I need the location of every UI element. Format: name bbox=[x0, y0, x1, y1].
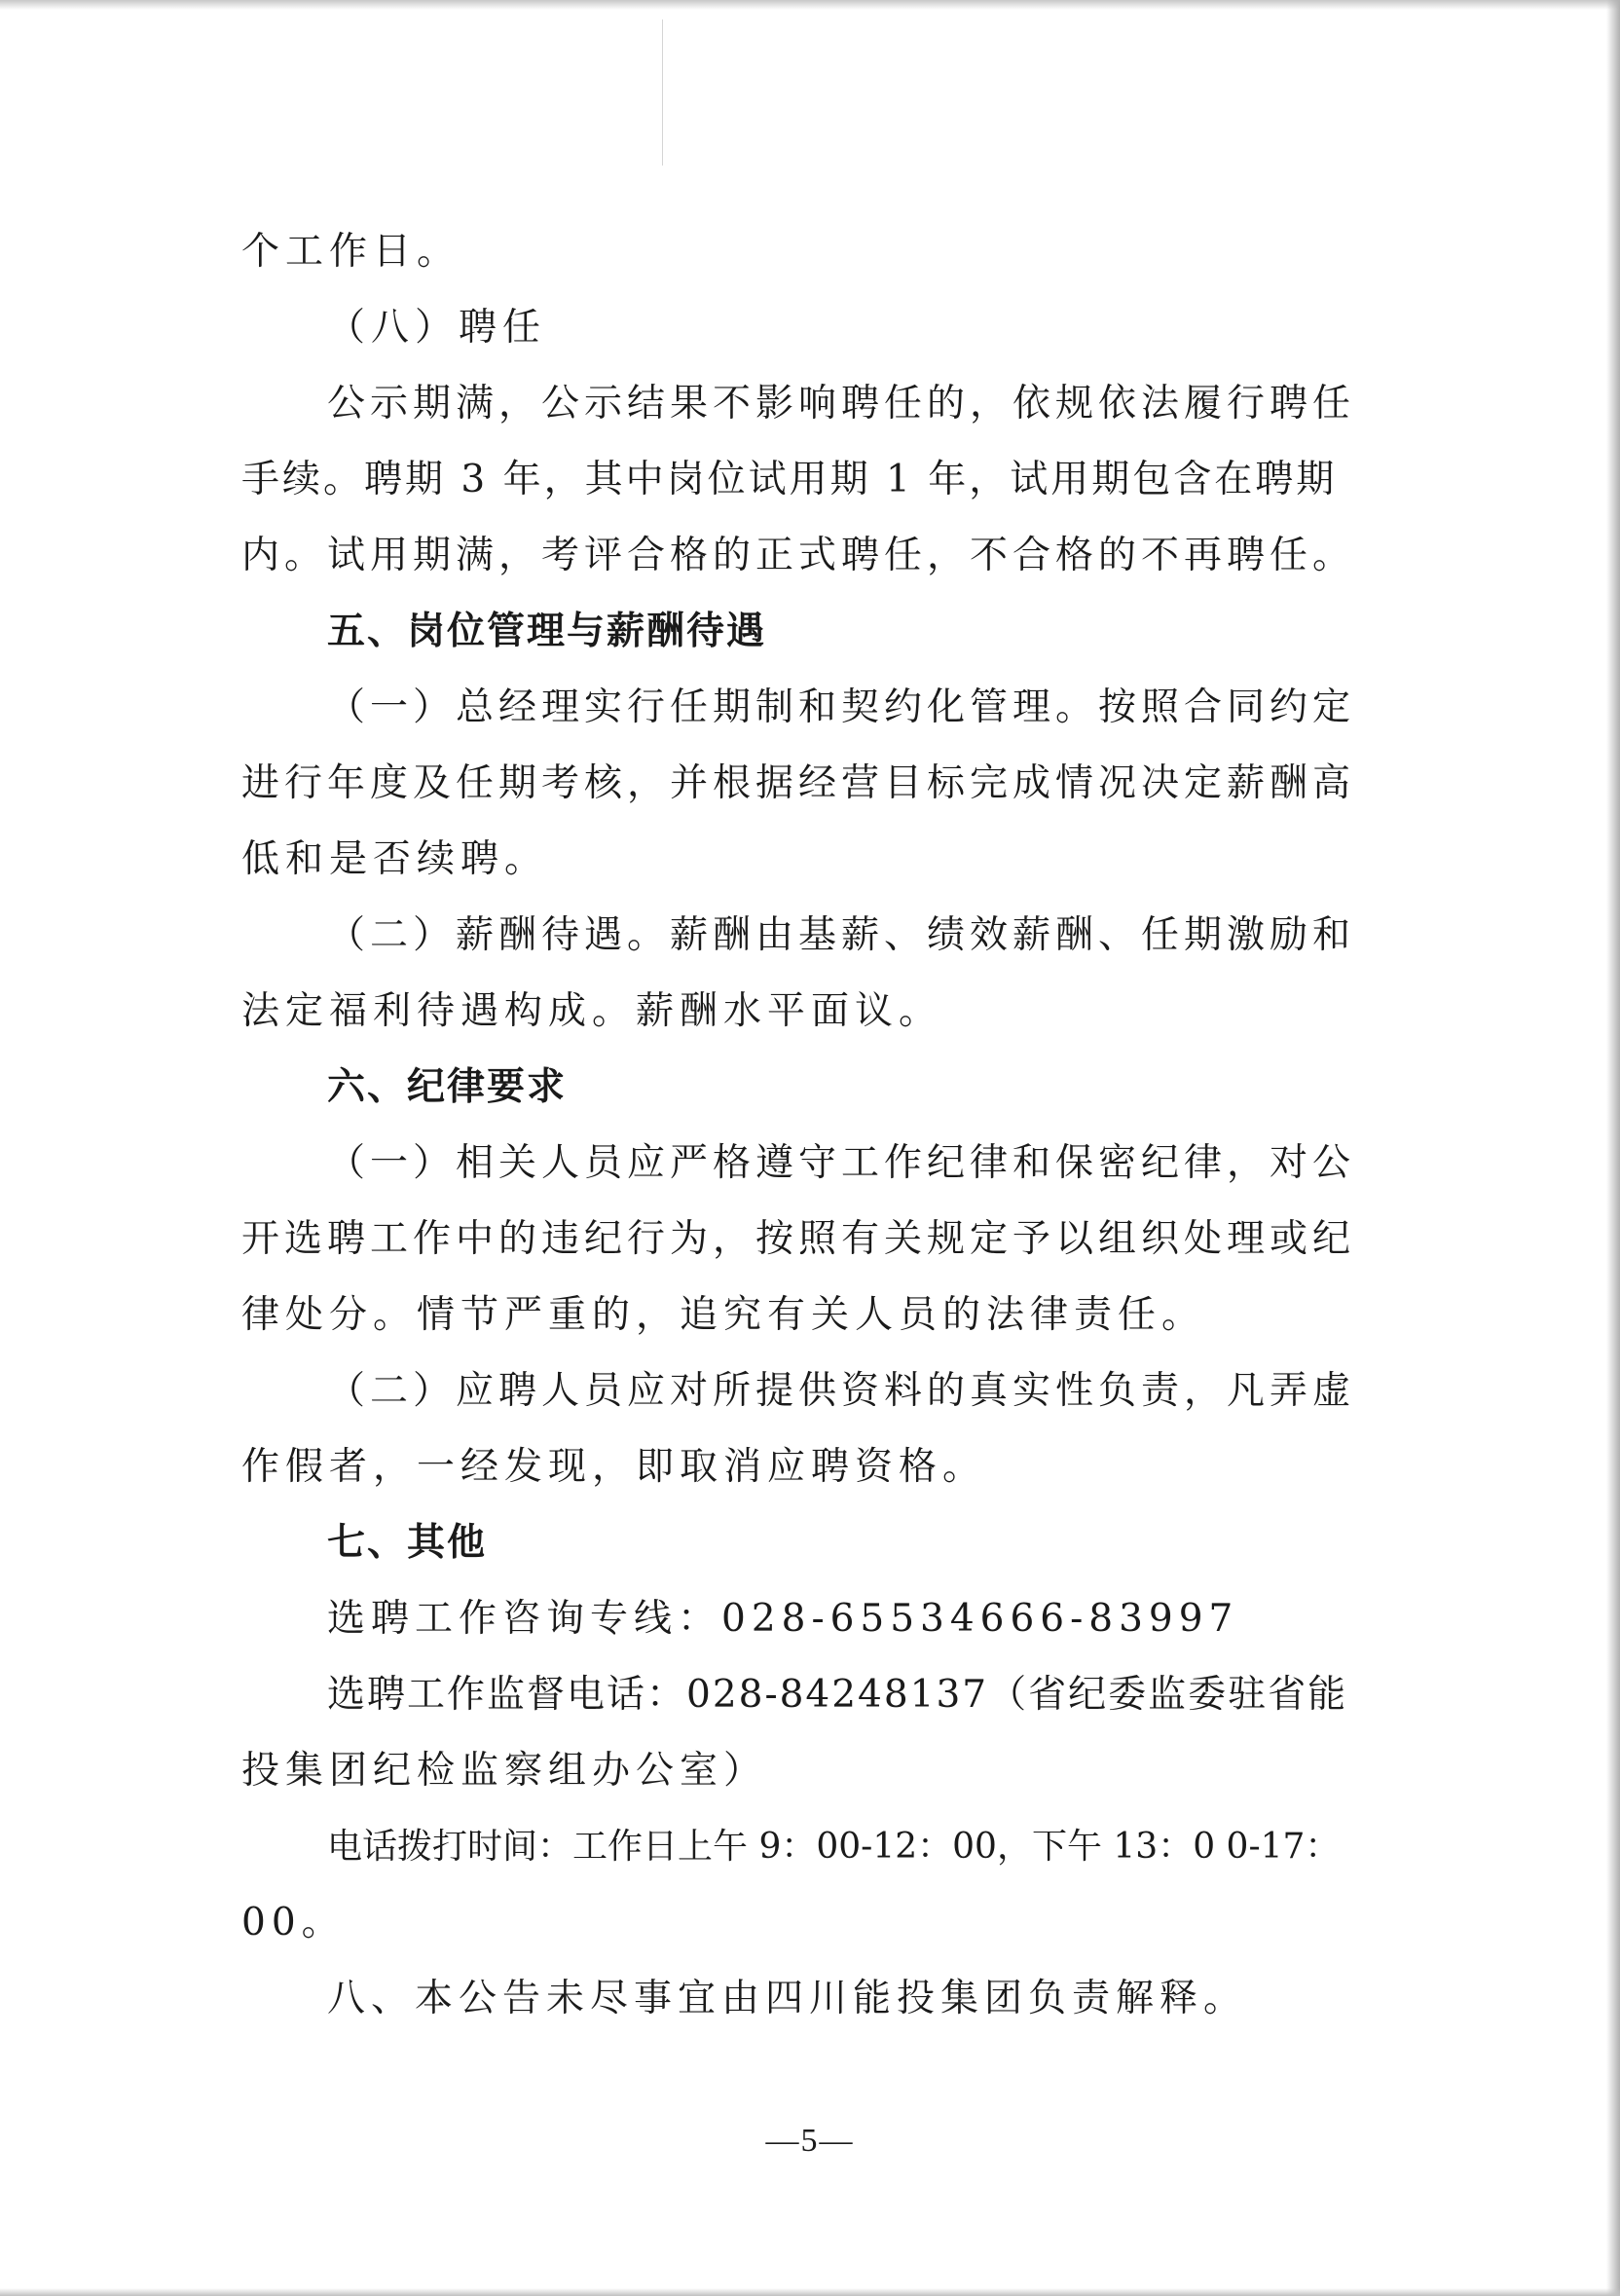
text-line: 低和是否续聘。 bbox=[241, 837, 549, 881]
text-line: 投集团纪检监察组办公室） bbox=[241, 1749, 768, 1793]
scan-edge-top bbox=[0, 0, 1620, 10]
text-line: （一）相关人员应严格遵守工作纪律和保密纪律，对公 bbox=[327, 1141, 1356, 1185]
page-number: —5— bbox=[765, 2123, 855, 2159]
text-line: （二）应聘人员应对所提供资料的真实性负责，凡弄虚 bbox=[327, 1369, 1356, 1413]
section-heading: 七、其他 bbox=[327, 1521, 488, 1565]
text-line: （二）薪酬待遇。薪酬由基薪、绩效薪酬、任期激励和 bbox=[327, 913, 1356, 957]
scan-edge-bottom bbox=[0, 2288, 1620, 2296]
text-line: 手续。聘期 3 年，其中岗位试用期 1 年，试用期包含在聘期 bbox=[241, 458, 1338, 501]
text-line: 律处分。情节严重的，追究有关人员的法律责任。 bbox=[241, 1293, 1206, 1337]
text-line: 进行年度及任期考核，并根据经营目标完成情况决定薪酬高 bbox=[241, 761, 1356, 805]
section-heading: 六、纪律要求 bbox=[327, 1065, 568, 1109]
text-line: 00。 bbox=[241, 1901, 346, 1944]
text-line: 公示期满，公示结果不影响聘任的，依规依法履行聘任 bbox=[327, 382, 1356, 426]
text-line: 八、本公告未尽事宜由四川能投集团负责解释。 bbox=[327, 1977, 1248, 2020]
scan-edge-right bbox=[1606, 0, 1620, 2296]
text-line: 个工作日。 bbox=[241, 230, 461, 274]
text-line: （一）总经理实行任期制和契约化管理。按照合同约定 bbox=[327, 685, 1356, 729]
text-line: 选聘工作咨询专线：028-65534666-83997 bbox=[327, 1597, 1239, 1641]
text-line: 电话拨打时间：工作日上午 9：00-12：00，下午 13：0 0-17： bbox=[327, 1827, 1341, 1867]
text-line: （八）聘任 bbox=[327, 306, 547, 350]
paper-crease bbox=[662, 19, 663, 166]
text-line: 选聘工作监督电话：028-84248137（省纪委监委驻省能 bbox=[327, 1673, 1348, 1717]
document-body bbox=[241, 214, 1361, 2037]
text-line: 开选聘工作中的违纪行为，按照有关规定予以组织处理或纪 bbox=[241, 1217, 1356, 1261]
section-heading: 五、岗位管理与薪酬待遇 bbox=[327, 610, 767, 653]
text-line: 法定福利待遇构成。薪酬水平面议。 bbox=[241, 989, 943, 1033]
text-line: 作假者，一经发现，即取消应聘资格。 bbox=[241, 1445, 987, 1489]
text-line: 内。试用期满，考评合格的正式聘任，不合格的不再聘任。 bbox=[241, 534, 1356, 577]
